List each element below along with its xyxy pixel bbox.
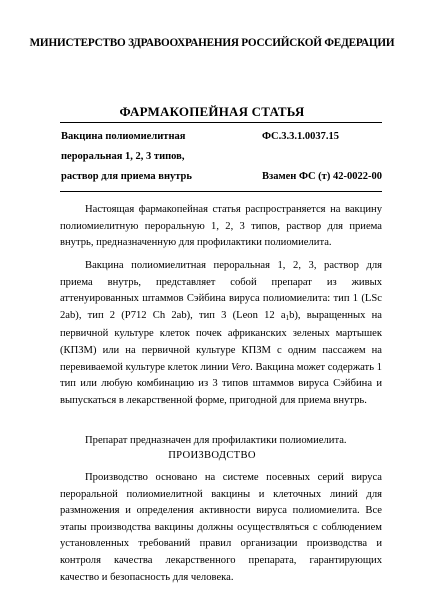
description-text-part-3: . Вакцина может содержать 1 тип или любую комбинацию из 3 типов штаммов вируса Сэйбина и выпускаться в лекарственной форме, пригодной для приема внутрь. xyxy=(60,361,383,406)
document-type-heading: ФАРМАКОПЕЙНАЯ СТАТЬЯ xyxy=(119,104,305,119)
ministry-title: МИНИСТЕРСТВО ЗДРАВООХРАНЕНИЯ РОССИЙСКОЙ ФЕДЕРАЦИИ xyxy=(29,37,395,49)
replaces-note: Взамен ФС (т) 42-0022-00 xyxy=(262,171,382,182)
article-title xyxy=(61,127,251,187)
cell-line-name: Vero xyxy=(231,361,251,373)
article-code: ФС.3.3.1.0037.15 xyxy=(262,131,339,142)
description-text-part-2: b), выращенных на первичной культуре клеток почек африканских зеленых мартышек (КПЗМ) или на первичной культуре КПЗМ с одним пассажем на перевиваемой культуре клеток линии xyxy=(60,309,383,373)
header-top-divider xyxy=(60,122,382,123)
header-bottom-divider xyxy=(60,191,382,192)
production-section-heading: ПРОИЗВОДСТВО xyxy=(168,450,256,461)
description-text-part-1: Вакцина полиомиелитная пероральная 1, 2, 3, раствор для приема внутрь, представляет собой препарат из живых аттенуированных штаммов Сэйбина вируса полиомиелита: тип 1 (LSc 2ab), тип 2 (P712 Ch 2ab), тип 3 (Leon 12 a xyxy=(60,260,382,321)
description-paragraph-text xyxy=(60,258,382,409)
article-title-line-3: раствор для приема внутрь xyxy=(61,171,192,182)
purpose-paragraph-text: Препарат предназначен для профилактики полиомиелита. xyxy=(85,435,347,446)
production-paragraph-text: Производство основано на системе посевных серий вируса пероральной полиомиелитной вакцины и клеточных линий для размножения и определения активности вируса полиомиелита. Все этапы производства вакцины должны осуществляться с соблюдением установленных требований правил организации производства и контроля качества лекарственного препарата, гарантирующих качество и безопасность для человека. xyxy=(60,472,382,583)
subscript-index: 1 xyxy=(285,313,290,322)
article-title-line-1: Вакцина полиомиелитная xyxy=(61,131,186,142)
purpose-paragraph xyxy=(60,433,382,450)
article-title-line-2: пероральная 1, 2, 3 типов, xyxy=(61,151,185,162)
description-paragraph xyxy=(60,258,382,409)
production-paragraph xyxy=(60,470,382,586)
intro-paragraph xyxy=(60,202,382,252)
intro-paragraph-text: Настоящая фармакопейная статья распространяется на вакцину полиомиелитную пероральную 1, 2, 3 типов, раствор для приема внутрь, предназначенную для профилактики полиомиелита. xyxy=(60,204,382,249)
